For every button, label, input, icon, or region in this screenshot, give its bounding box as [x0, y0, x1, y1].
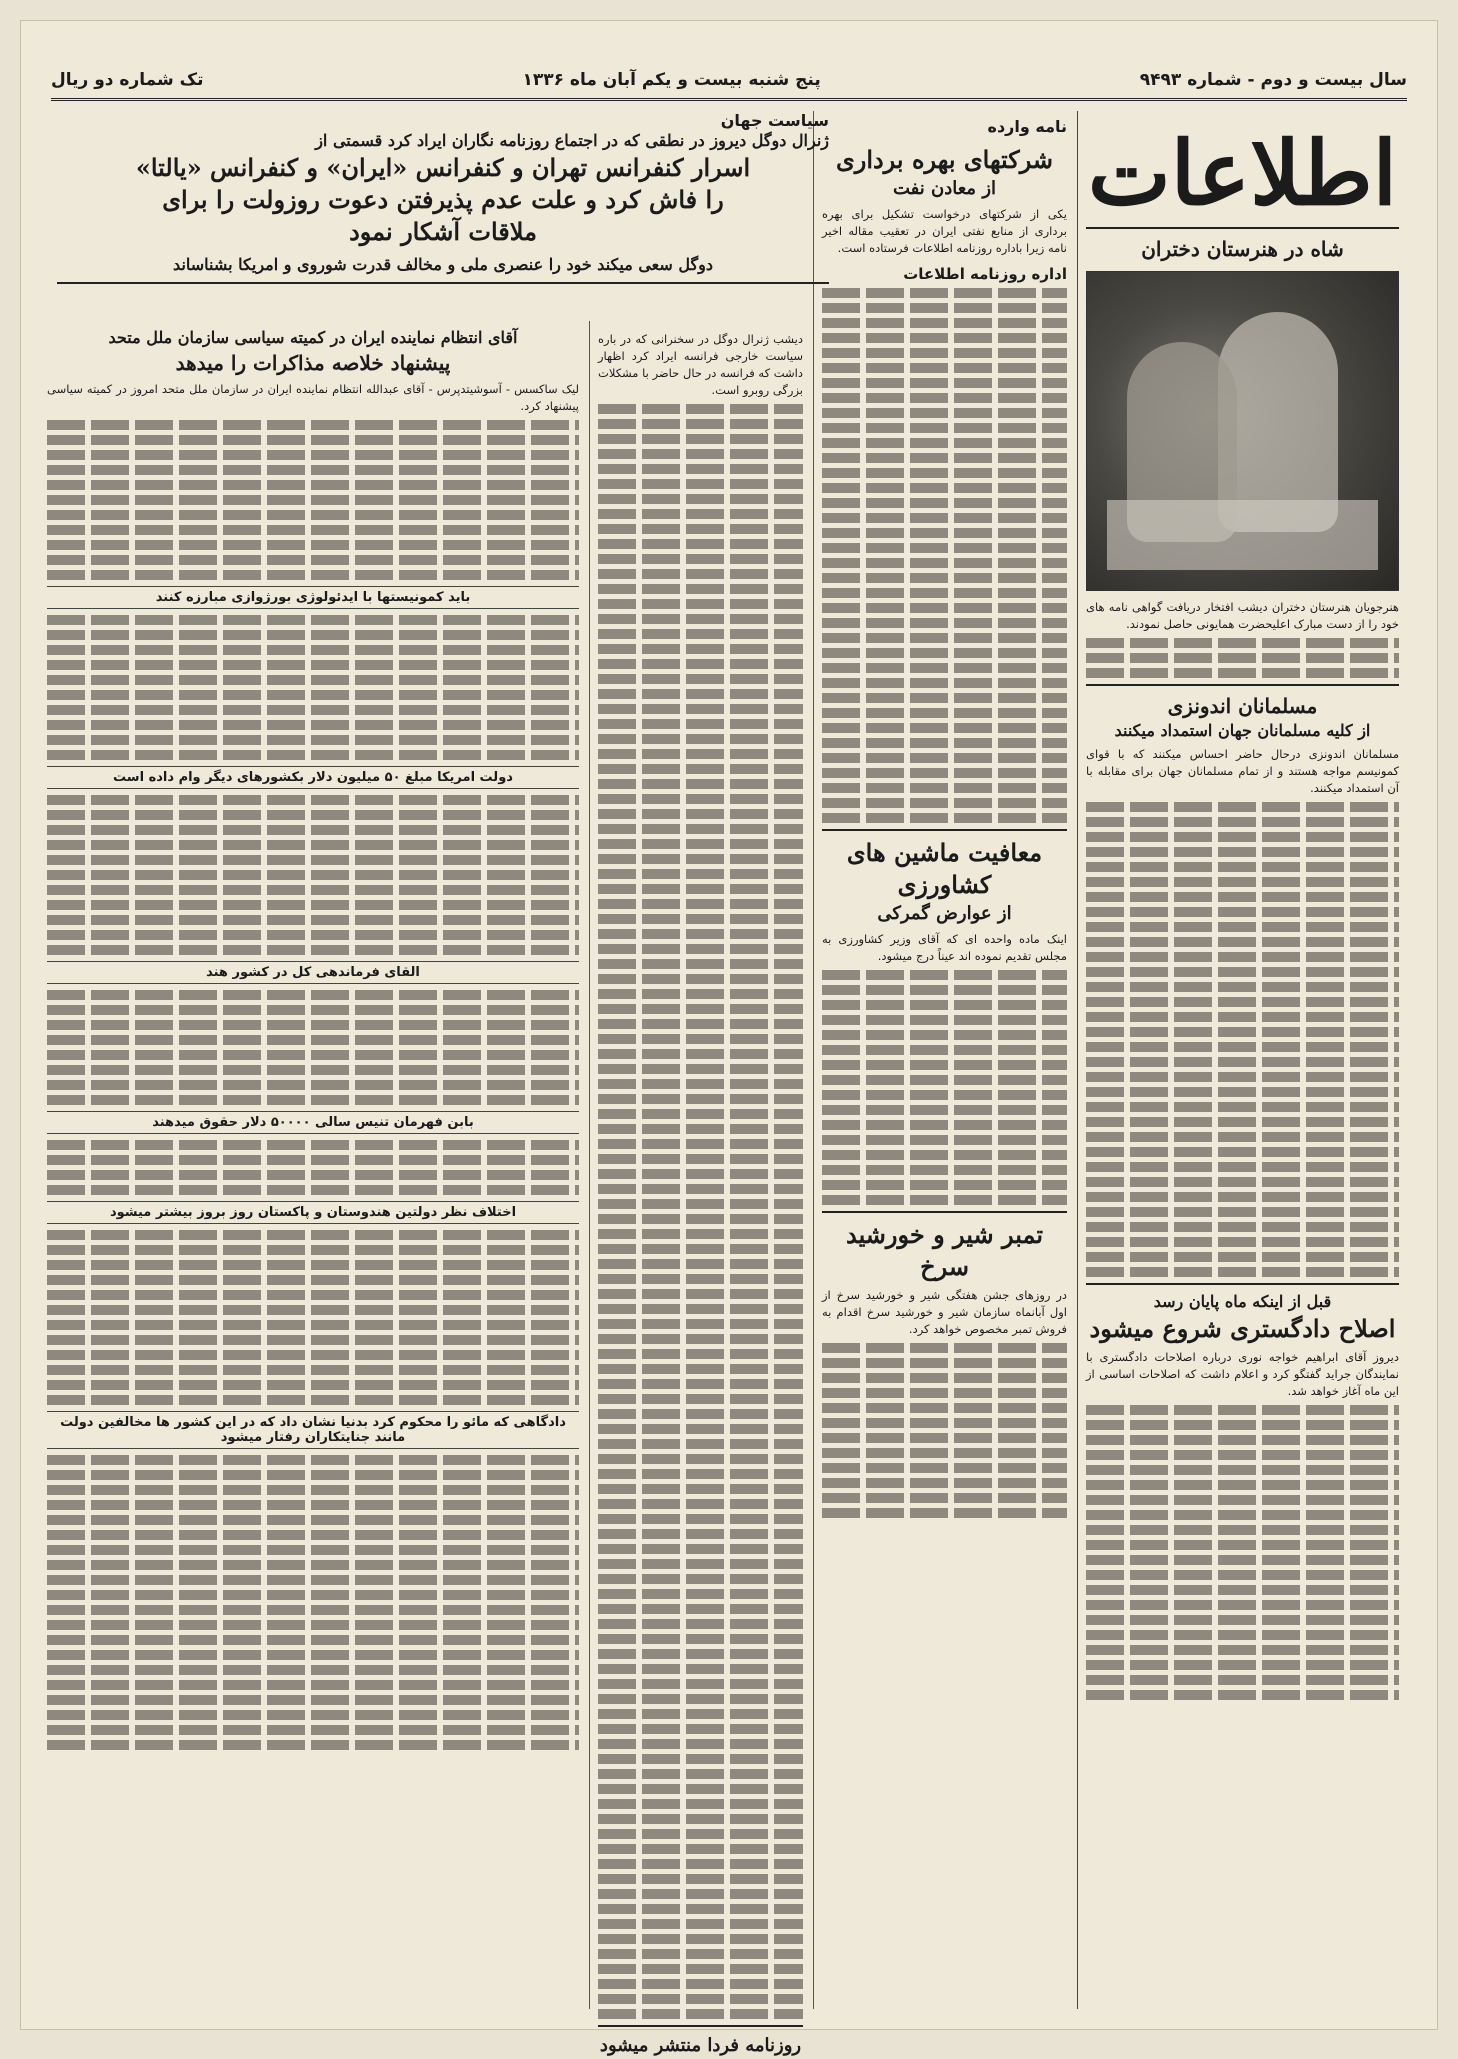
wide-headline-line5: دوگل سعی میکند خود را عنصری ملی و مخالف قدرت شوروی و امریکا بشناساند: [173, 255, 713, 274]
article-indonesia-subtitle: از کلیه مسلمانان جهان استمداد میکنند: [1114, 721, 1371, 740]
article-gaulle-body: دیشب ژنرال دوگل در سخنرانی که در باره سیاست خارجی فرانسه ایراد کرد اظهار داشت که فرانسه در حال حاضر با مشکلات بزرگی روبرو است.: [598, 332, 803, 397]
column-gaulle: [589, 321, 811, 2056]
issue-price: تک شماره دو ریال: [51, 69, 204, 90]
article-oil-subtitle: از معادن نفت: [892, 178, 997, 199]
article-communists-title: باید کمونیستها با ایدئولوژی بورژوازی مبارزه کنند: [47, 586, 579, 609]
wide-headline-line2: اسرار کنفرانس تهران و کنفرانس «ایران» و کنفرانس «یالتا»: [135, 153, 751, 182]
issue-date: پنج شنبه بیست و یکم آبان ماه ۱۳۳۶: [522, 69, 821, 90]
column-right: [1077, 111, 1407, 2009]
article-entezam-body: لیک ساکسس - آسوشیتدپرس - آقای عبدالله انتظام نماینده ایران در سازمان ملل متحد امروز در کمیته سیاسی پیشنهاد کرد.: [47, 382, 579, 413]
article-tractor-subtitle: از عوارض گمرکی: [877, 903, 1012, 924]
article-india-pakistan-title: اختلاف نظر دولتین هندوستان و پاکستان روز بروز بیشتر میشود: [47, 1201, 579, 1224]
article-entezam-title: آقای انتظام نماینده ایران در کمیته سیاسی سازمان ملل متحد: [108, 328, 518, 347]
article-indonesia-title: مسلمانان اندونزی: [1167, 694, 1318, 718]
column-left: [39, 321, 587, 2009]
photo-title: شاه در هنرستان دختران: [1141, 237, 1344, 261]
article-tractor-body: اینک ماده واحده ای که آقای وزیر کشاورزی به مجلس تقدیم نموده اند عیناً درج میشود.: [822, 932, 1067, 963]
photo-caption: هنرجویان هنرستان دختران دیشب افتخار دریافت گواهی نامه های خود را از دست مبارک اعلیحضرت همایونی حاصل نمودند.: [1086, 600, 1399, 631]
article-redlion-title: تمبر شیر و خورشید سرخ: [845, 1220, 1044, 1281]
article-justice-body: دیروز آقای ابراهیم خواجه نوری درباره اصلاحات دادگستری با نمایندگان جراید گفتگو کرد و اعلام داشت که اصلاحات اساسی از این ماه آغاز خواهد شد.: [1086, 1350, 1399, 1398]
notice-tomorrow: روزنامه فردا منتشر میشود: [599, 2035, 802, 2056]
wide-headline-line4: ملاقات آشکار نمود: [349, 217, 537, 246]
news-photo: [1086, 271, 1399, 591]
kicker-world-politics: سیاست جهان: [720, 111, 829, 130]
column-oil: [813, 111, 1075, 2009]
newspaper-page: [20, 20, 1438, 2056]
article-entezam-subtitle: پیشنهاد خلاصه مذاکرات را میدهد: [175, 351, 451, 375]
article-mao-court-title: دادگاهی که مائو را محکوم کرد بدنیا نشان داد که در این کشور ها مخالفین دولت مانند جنایتکاران رفتار میشود: [47, 1411, 579, 1449]
masthead-line: [51, 61, 1407, 101]
article-oil-title: شرکتهای بهره برداری: [835, 145, 1054, 174]
article-oil-intro: یکی از شرکتهای درخواست تشکیل برای بهره برداری از منابع نفتی ایران در تعقیب مقاله اخیر نامه زیرا باداره روزنامه اطلاعات فرستاده است.: [822, 207, 1067, 255]
wide-headline-block: [57, 111, 829, 290]
article-loans-title: دولت امریکا مبلغ ۵۰ میلیون دلار بکشورهای دیگر وام داده است: [47, 766, 579, 789]
article-india-command-title: القای فرماندهی کل در کشور هند: [47, 961, 579, 984]
kicker-letters: نامه وارده: [987, 117, 1067, 136]
wide-headline-line3: را فاش کرد و علت عدم پذیرفتن دعوت روزولت را برای: [162, 185, 724, 214]
article-oil-subhead: اداره روزنامه اطلاعات: [903, 265, 1067, 283]
article-redlion-body: در روزهای جشن هفتگی شیر و خورشید سرخ از اول آبانماه سازمان شیر و خورشید سرخ اقدام به فروش تمبر مخصوص خواهد کرد.: [822, 1288, 1067, 1336]
newspaper-logo: اطلاعات: [1086, 123, 1399, 229]
article-tractor-title: معافیت ماشین های کشاورزی: [846, 838, 1043, 899]
article-justice-subtitle: قبل از اینکه ماه پایان رسد: [1153, 1292, 1332, 1311]
article-indonesia-body: مسلمانان اندونزی درحال حاضر احساس میکنند که با قوای کمونیسم مواجه هستند و از تمام مسلمانان جهان برای مقابله با آن استمداد میکنند.: [1086, 747, 1399, 795]
wide-headline-line1: ژنرال دوگل دیروز در نطقی که در اجتماع روزنامه نگاران ایراد کرد قسمتی از: [315, 131, 829, 150]
issue-info: سال بیست و دوم - شماره ۹۴۹۳: [1139, 69, 1407, 90]
article-justice-title: اصلاح دادگستری شروع میشود: [1089, 1314, 1396, 1343]
article-tennis-title: بابن فهرمان تنیس سالی ۵۰۰۰۰ دلار حقوق میدهند: [47, 1111, 579, 1134]
